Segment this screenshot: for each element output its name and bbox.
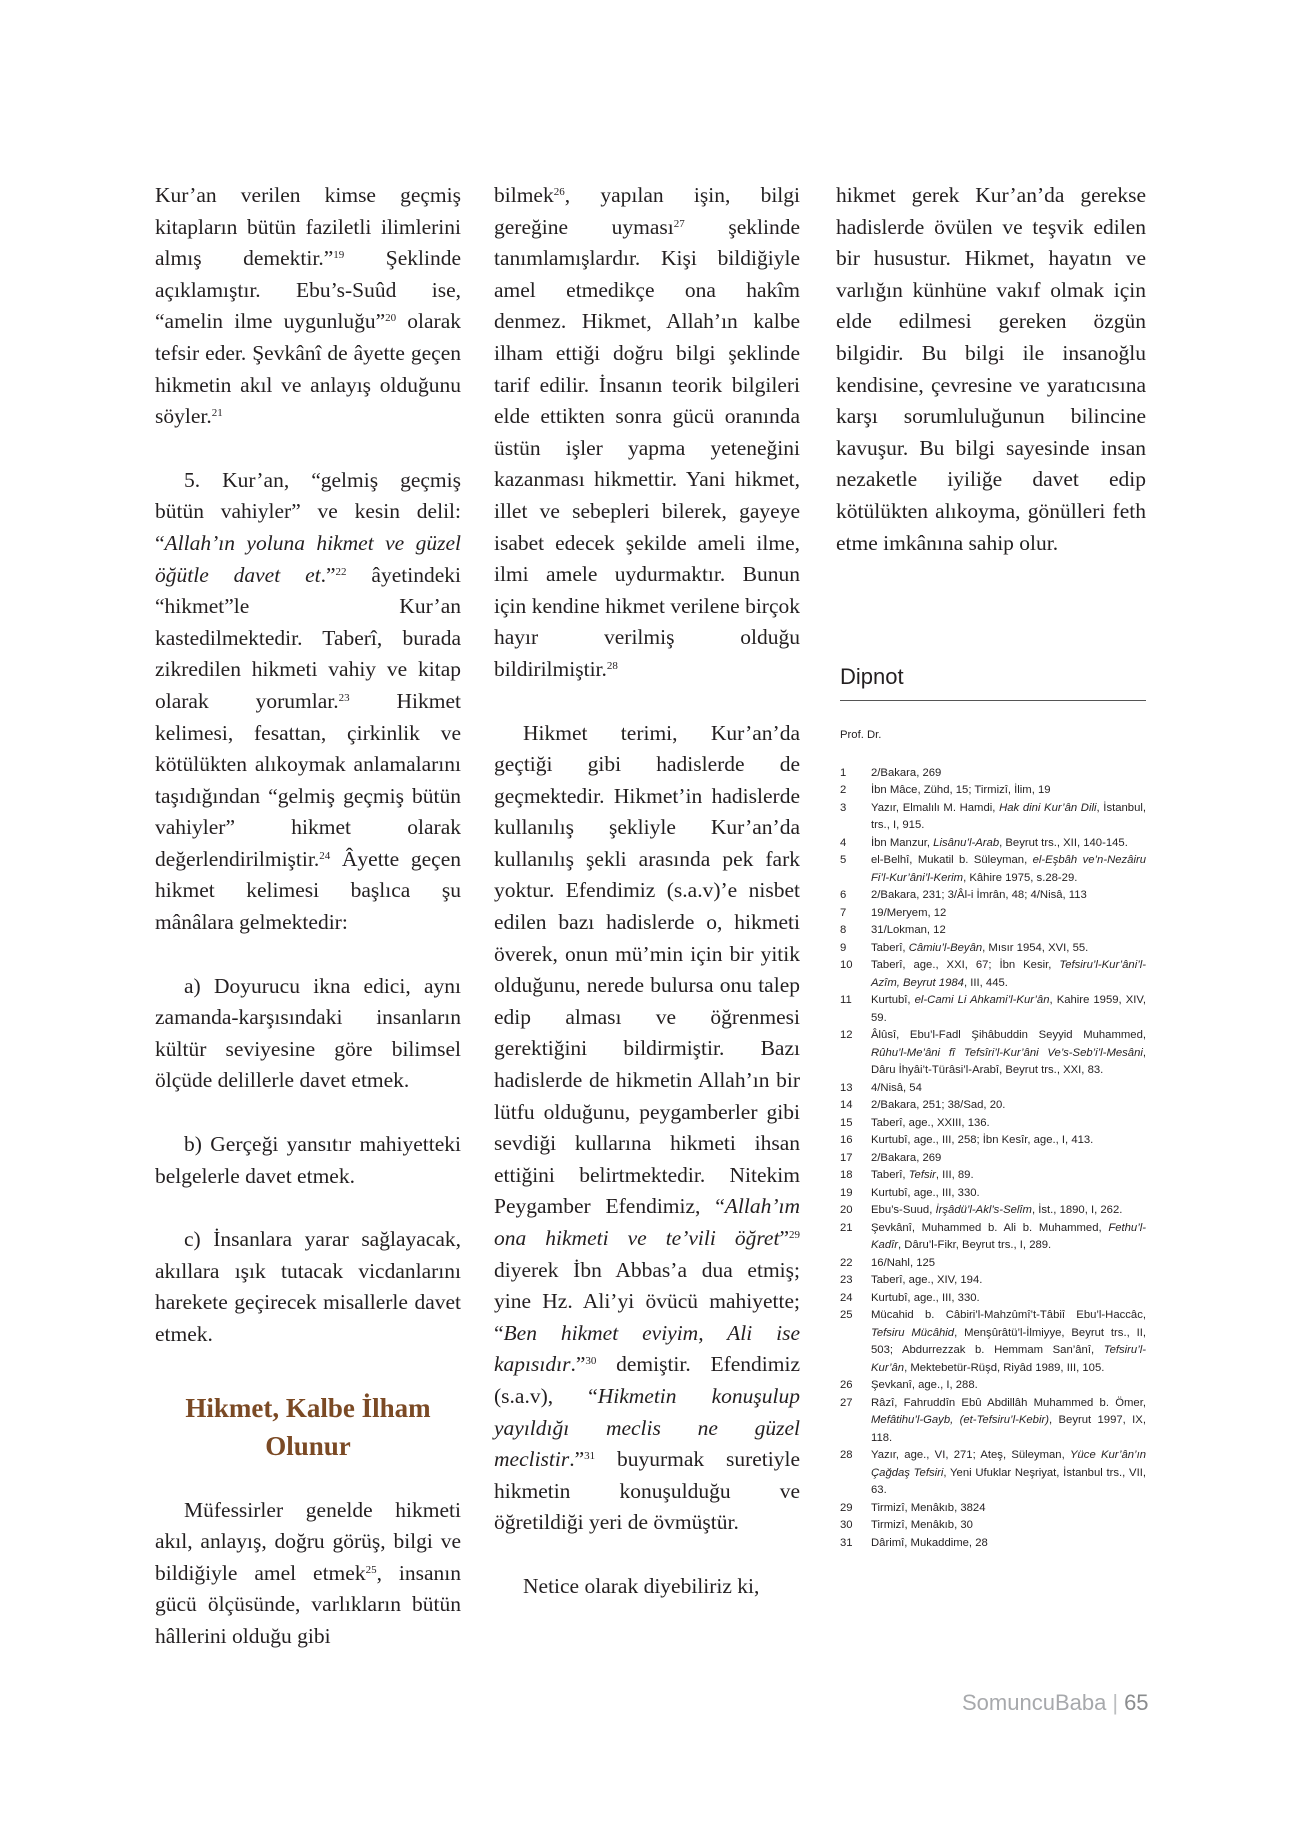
footnote-number: 18 xyxy=(840,1169,853,1181)
footnote-item xyxy=(840,835,1146,853)
footnote-text: Şevkanî, age., I, 288. xyxy=(871,1379,978,1391)
footnote-text: Şevkânî, Muhammed b. Ali b. Muhammed, Fethu’l-Kadîr, Dâru’l-Fikr, Beyrut trs., I, 289. xyxy=(871,1221,1146,1251)
footnote-item xyxy=(840,905,1146,923)
footnote-item xyxy=(840,1255,1146,1273)
footnote-number: 16 xyxy=(840,1134,853,1146)
paragraph: hikmet gerek Kur’an’da gerekse hadislerde övülen ve teşvik edilen bir husustur. Hikmet, hayatın ve varlığın künhüne vakıf olmak için elde edilmesi gereken özgün bilgidir. Bu bilgi ile insanoğlu kendisine, çevresine ve yaratıcısına karşı sorumluluğunun bilincine kavuşur. Bu bilgi sayesinde insan nezaketle iyiliğe davet edip kötülükten alıkoyma, gönülleri feth etme imkânına sahip olur. xyxy=(836,183,1146,555)
footnote-item xyxy=(840,1447,1146,1500)
paragraph: Netice olarak diyebiliriz ki, xyxy=(523,1573,760,1598)
footnote-text: Dârimî, Mukaddime, 28 xyxy=(871,1536,988,1549)
footnote-text: Yazır, Elmalılı M. Hamdi, Hak dini Kur’ân Dili, İstanbul, trs., I, 915. xyxy=(871,801,1147,831)
footnote-text: el-Belhî, Mukatil b. Süleyman, el-Eşbâh ve’n-Nezâiru Fi’l-Kur’âni’l-Kerim, Kâhire 1975, s.28-29. xyxy=(871,854,1147,884)
footnote-text: Tirmizî, Menâkıb, 3824 xyxy=(871,1501,986,1514)
footnote-number: 13 xyxy=(840,1081,853,1094)
footnote-number: 30 xyxy=(840,1519,853,1531)
footnote-item xyxy=(840,1202,1146,1220)
footnote-number: 6 xyxy=(840,889,847,901)
footnote-item xyxy=(840,957,1146,992)
footnote-item xyxy=(840,1167,1146,1185)
footnote-text: 2/Bakara, 269 xyxy=(871,1151,942,1164)
footnote-number: 19 xyxy=(840,1186,853,1199)
footnote-item xyxy=(840,765,1146,783)
footnote-number: 23 xyxy=(840,1274,853,1286)
text-column-1 xyxy=(155,180,461,1653)
text-column-2 xyxy=(494,180,800,1603)
footnote-text: Kurtubî, age., III, 330. xyxy=(871,1291,980,1304)
footnote-item xyxy=(840,1517,1146,1535)
footnote-item xyxy=(840,1150,1146,1168)
footnote-number: 17 xyxy=(840,1151,853,1164)
footnote-item xyxy=(840,922,1146,940)
footnote-item xyxy=(840,1272,1146,1290)
footnote-item xyxy=(840,1185,1146,1203)
footnote-number: 31 xyxy=(840,1536,853,1549)
footnote-text: İbn Mâce, Zühd, 15; Tirmizî, İlim, 19 xyxy=(871,784,1051,796)
footnote-number: 11 xyxy=(840,994,852,1006)
footnote-text: 31/Lokman, 12 xyxy=(871,924,946,936)
footnote-number: 20 xyxy=(840,1204,853,1216)
footnote-number: 12 xyxy=(840,1029,853,1041)
footnote-text: Tirmizî, Menâkıb, 30 xyxy=(871,1519,973,1531)
text-column-3 xyxy=(836,180,1146,559)
footnote-number: 5 xyxy=(840,854,847,866)
footnote-number: 27 xyxy=(840,1396,853,1409)
paragraph: Müfessirler genelde hikmeti akıl, anlayış, doğru görüş, bilgi ve bildiğiyle amel etmek$^{25}$, insanın gücü ölçüsünde, varlıkların bütün hâllerini olduğu gibi xyxy=(155,1497,462,1648)
brand-name: SomuncuBaba xyxy=(962,1690,1107,1715)
footnote-item xyxy=(840,1132,1146,1150)
footnote-item xyxy=(840,1307,1146,1377)
footnote-item xyxy=(840,1500,1146,1518)
footnote-number: 2 xyxy=(840,784,847,796)
footnote-item xyxy=(840,1395,1146,1448)
paragraph: Kur’an verilen kimse geçmiş kitapların bütün faziletli ilimlerini almış demektir.”$^{19}$ Şeklinde açıklamıştır. Ebu’s-Suûd ise, “amelin ilme uygunluğu”$^{20}$ olarak tefsir eder. Şevkânî de âyette geçen hikmetin akıl ve anlayış olduğunu söyler.$^{21}$ xyxy=(155,183,462,429)
paragraph: c) İnsanlara yarar sağlayacak, akıllara ışık tutacak vicdanlarını harekete geçirecek misallerle davet etmek. xyxy=(155,1227,461,1346)
footnote-text: 19/Meryem, 12 xyxy=(871,906,947,919)
footnotes-list xyxy=(840,727,1146,1552)
footnote-number: 24 xyxy=(840,1291,853,1304)
footnote-text: Âlûsî, Ebu’l-Fadl Şihâbuddin Seyyid Muhammed, Rûhu’l-Me’âni fî Tefsîri’l-Kur’âni Ve’s-Seb’i’l-Mesâni, Dâru İhyâi’t-Türâsi’l-Arabî, Beyrut trs., XXI, 83. xyxy=(871,1029,1146,1076)
footnote-text: İbn Manzur, Lisânu’l-Arab, Beyrut trs., XII, 140-145. xyxy=(871,836,1128,849)
footnote-number: 1 xyxy=(840,766,847,779)
paragraph: b) Gerçeği yansıtır mahiyetteki belgelerle davet etmek. xyxy=(155,1132,461,1188)
footnote-number: 8 xyxy=(840,924,847,936)
paragraph: Hikmet terimi, Kur’an’da geçtiği gibi hadislerde de geçmektedir. Hikmet’in hadislerde kullanılış şekliyle Kur’an’da kullanılış şekli arasında pek fark yoktur. Efendimiz (s.a.v)’e nisbet edilen bazı hadislerde o, hikmeti överek, onun mü’min için bir yitik olduğunu, nerede bulursa onu talep edip alması ve öğrenmesi gerektiğini bildirmiştir. Bazı hadislerde de hikmetin Allah’ın bir lütfu olduğunu, peygamberler gibi sevdiği kullarına hikmeti ihsan ettiğini belirtmektedir. Nitekim Peygamber Efendimiz, “Allah’ım ona hikmeti ve te’vili öğret”$^{29}$ diyerek İbn Abbas’a dua etmiş; yine Hz. Ali’yi övücü mahiyette; “Ben hikmet eviyim, Ali ise kapısıdır.”$^{30}$ demiştir. Efendimiz (s.a.v), “Hikmetin konuşulup yayıldığı meclis ne güzel meclistir.”$^{31}$ buyurmak suretiyle hikmetin konuşulduğu ve öğretildiği yeri de övmüştür. xyxy=(494,720,800,1535)
paragraph: bilmek$^{26}$, yapılan işin, bilgi gereğine uyması$^{27}$ şeklinde tanımlamışlardır. Kişi bildiğiyle amel etmedikçe ona hakîm denmez. Hikmet, Allah’ın kalbe ilham ettiği doğru bilgi şeklinde tarif edilir. İnsanın teorik bilgileri elde ettikten sonra gücü oranında üstün işler yapma yeteneğini kazanması hikmettir. Yani hikmet, illet ve sebepleri bilerek, gayeye isabet edecek şekilde ameli ilme, ilmi amele uydurmaktır. Bunun için kendine hikmet verilene birçok hayır verilmiş olduğu bildirilmiştir.$^{28}$ xyxy=(494,183,800,681)
footnote-item xyxy=(840,1080,1146,1098)
paragraph: a) Doyurucu ikna edici, aynı zamanda-karşısındaki insanların kültür seviyesine göre bilimsel ölçüde delillerle davet etmek. xyxy=(155,973,461,1093)
footnote-text: Râzî, Fahruddîn Ebû Abdillâh Muhammed b. Ömer, Mefâtihu’l-Gayb, (et-Tefsiru’l-Kebir), Beyrut 1997, IX, 118. xyxy=(871,1396,1146,1444)
footnote-item xyxy=(840,1535,1146,1553)
footnote-text: Taberî, age., XXIII, 136. xyxy=(871,1116,990,1129)
footnote-number: 14 xyxy=(840,1099,853,1111)
footnote-item xyxy=(840,1027,1146,1080)
footnote-item xyxy=(840,1377,1146,1395)
footnote-text: Taberî, Câmiu’l-Beyân, Mısır 1954, XVI, 55. xyxy=(871,941,1089,954)
footnote-text: Kurtubî, age., III, 258; İbn Kesîr, age., I, 413. xyxy=(871,1134,1094,1146)
footnote-number: 21 xyxy=(840,1221,853,1234)
footnote-text: 16/Nahl, 125 xyxy=(871,1256,936,1269)
footnote-item xyxy=(840,1097,1146,1115)
footnote-text: 2/Bakara, 231; 3/Âl-i İmrân, 48; 4/Nisâ, 113 xyxy=(871,889,1087,901)
footnote-item xyxy=(840,1290,1146,1308)
footnote-text: Kurtubî, age., III, 330. xyxy=(871,1186,980,1199)
author-line: Prof. Dr. xyxy=(840,729,882,741)
footnote-text: Kurtubî, el-Cami Li Ahkami’l-Kur’ân, Kahire 1959, XIV, 59. xyxy=(871,994,1147,1024)
footnote-number: 10 xyxy=(840,959,853,971)
footnote-item xyxy=(840,1115,1146,1133)
footnote-text: 2/Bakara, 269 xyxy=(871,766,942,779)
footnote-item xyxy=(840,800,1146,835)
footnote-item xyxy=(840,887,1146,905)
section-heading: Hikmet, Kalbe İlham Olunur xyxy=(185,1392,431,1461)
footer-separator: | xyxy=(1112,1690,1119,1715)
footnote-text: Taberî, Tefsir, III, 89. xyxy=(871,1169,974,1181)
footnote-text: 4/Nisâ, 54 xyxy=(871,1081,922,1094)
footnote-item xyxy=(840,782,1146,800)
footnote-text: 2/Bakara, 251; 38/Sad, 20. xyxy=(871,1099,1006,1111)
footnote-text: Ebu’s-Suud, İrşâdü’l-Akl’s-Selîm, İst., 1890, I, 262. xyxy=(871,1204,1123,1216)
footnote-number: 9 xyxy=(840,941,847,954)
footnote-number: 25 xyxy=(840,1309,853,1321)
footnote-text: Taberî, age., XIV, 194. xyxy=(871,1274,983,1286)
footnote-item xyxy=(840,852,1146,887)
paragraph: 5. Kur’an, “gelmiş geçmiş bütün vahiyler” ve kesin delil: “Allah’ın yoluna hikmet ve güzel öğütle davet et.”$^{22}$ âyetindeki “hikmet”le Kur’an kastedilmektedir. Taberî, burada zikredilen hikmeti vahiy ve kitap olarak yorumlar.$^{23}$ Hikmet kelimesi, fesattan, çirkinlik ve kötülükten alıkoymak anlamalarını taşıdığından “gelmiş geçmiş bütün vahiyler” hikmet olarak değerlendirilmiştir.$^{24}$ Âyette geçen hikmet kelimesi başlıca şu mânâlara gelmektedir: xyxy=(155,467,461,935)
footnote-text: Yazır, age., VI, 271; Ateş, Süleyman, Yüce Kur’ân’ın Çağdaş Tefsiri, Yeni Ufuklar Neşriyat, İstanbul trs., VII, 63. xyxy=(871,1449,1146,1496)
footnote-text: Mücahid b. Câbiri’l-Mahzûmî’t-Tâbiî Ebu’l-Haccâc, Tefsiru Mücâhid, Menşûrâtü’l-İlmiyye, Beyrut trs., II, 503; Abdurrezzak b. Hemmam San’ânî, Tefsiru’l-Kur’ân, Mektebetür-Rüşd, Riyâd 1989, III, 105. xyxy=(871,1309,1147,1374)
page-footer xyxy=(962,1690,1149,1716)
footnote-number: 28 xyxy=(840,1449,853,1461)
footnote-number: 26 xyxy=(840,1379,853,1391)
footnote-text: Taberî, age., XXI, 67; İbn Kesir, Tefsiru’l-Kur’âni’l-Azîm, Beyrut 1984, III, 445. xyxy=(871,959,1146,989)
footnote-number: 7 xyxy=(840,906,847,919)
footnote-number: 15 xyxy=(840,1116,853,1129)
page-number: 65 xyxy=(1124,1690,1149,1715)
footnote-item xyxy=(840,940,1146,958)
footnote-number: 4 xyxy=(840,836,847,849)
footnote-item xyxy=(840,992,1146,1027)
footnotes-title: Dipnot xyxy=(840,664,1146,701)
footnote-number: 29 xyxy=(840,1501,853,1514)
footnote-number: 3 xyxy=(840,801,847,814)
footnote-item xyxy=(840,1220,1146,1255)
footnote-number: 22 xyxy=(840,1256,853,1269)
